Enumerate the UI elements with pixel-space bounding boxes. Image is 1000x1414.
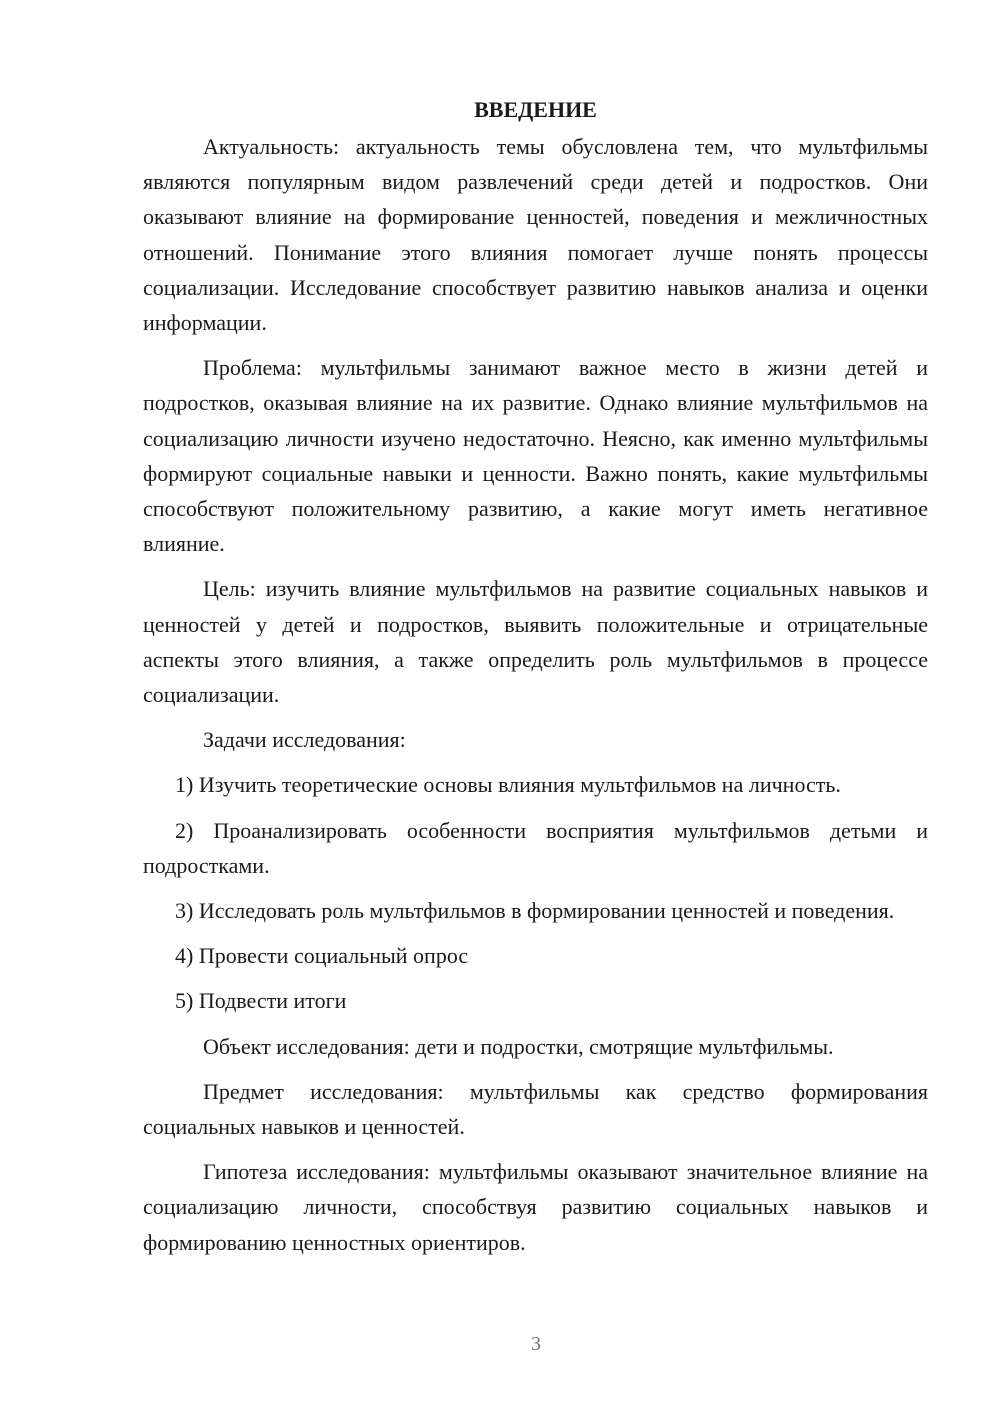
document-page — [143, 92, 928, 1270]
tasks-list — [143, 767, 928, 1018]
task-item: 3) Исследовать роль мультфильмов в формировании ценностей и поведения. — [175, 898, 895, 924]
goal-paragraph: Цель: изучить влияние мультфильмов на развитие социальных навыков и ценностей у детей и подростков, выявить положительные и отрицательные аспекты этого влияния, а также определить роль мультфильмов в процессе социализации. — [143, 576, 928, 708]
task-item: 5) Подвести итоги — [175, 988, 347, 1014]
object-paragraph: Объект исследования: дети и подростки, смотрящие мультфильмы. — [203, 1033, 834, 1059]
relevance-paragraph: Актуальность: актуальность темы обусловлена тем, что мультфильмы являются популярным видом развлечений среди детей и подростков. Они оказывают влияние на формирование ценностей, поведения и межличностных отношений. Понимание этого влияния помогает лучше понять процессы социализации. Исследование способствует развитию навыков анализа и оценки информации. — [143, 134, 928, 336]
subject-paragraph: Предмет исследования: мультфильмы как средство формирования социальных навыков и ценностей. — [143, 1078, 928, 1140]
hypothesis-paragraph: Гипотеза исследования: мультфильмы оказывают значительное влияние на социализацию личности, способствуя развитию социальных навыков и формированию ценностных ориентиров. — [143, 1159, 928, 1255]
problem-paragraph: Проблема: мультфильмы занимают важное место в жизни детей и подростков, оказывая влияние на их развитие. Однако влияние мультфильмов на социализацию личности изучено недостаточно. Неясно, как именно мультфильмы формируют социальные навыки и ценности. Важно понять, какие мультфильмы способствуют положительному развитию, а какие могут иметь негативное влияние. — [143, 355, 928, 557]
section-heading: ВВЕДЕНИЕ — [474, 97, 597, 122]
tasks-title: Задачи исследования: — [203, 727, 406, 753]
page-number: 3 — [531, 1333, 541, 1355]
task-item: 4) Провести социальный опрос — [175, 943, 469, 969]
task-item: 2) Проанализировать особенности восприятия мультфильмов детьми и подростками. — [143, 817, 928, 878]
task-item: 1) Изучить теоретические основы влияния мультфильмов на личность. — [175, 772, 841, 798]
